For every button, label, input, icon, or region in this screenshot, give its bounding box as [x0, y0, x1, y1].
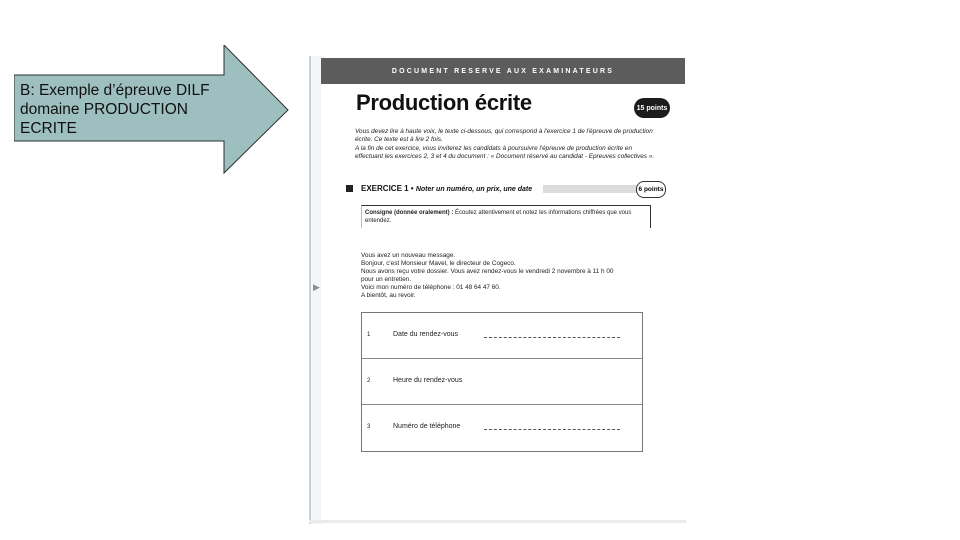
instruction-paragraph: A la fin de cet exercice, vous inviterez les candidats à poursuivre l'épreuve de production écrite en effectuant les exercices 2, 3 et 4 du document : « Document réservé au candidat - Epreuves collectives ».	[355, 145, 655, 160]
message-line: pour un entretien.	[361, 276, 412, 283]
page-title: Production écrite	[356, 90, 532, 115]
row-label: Date du rendez-vous	[393, 331, 458, 338]
answer-table	[361, 312, 643, 452]
instruction-paragraph: Vous devez lire à haute voix, le texte ci-dessous, qui correspond à l'exercice 1 de l'épreuve de production écrite. Ce texte est à lire 2 fois.	[355, 128, 653, 143]
examiner-banner: DOCUMENT RESERVE AUX EXAMINATEURS	[321, 58, 685, 84]
phone-message	[361, 252, 661, 300]
document-page	[321, 58, 685, 520]
consigne-box	[361, 205, 651, 228]
message-line: A bientôt, au revoir.	[361, 292, 416, 299]
expand-caret-icon[interactable]: ▶	[313, 282, 320, 292]
message-line: Vous avez un nouveau message.	[361, 252, 456, 259]
consigne-text: Écoutez attentivement et notez les informations chiffrées que vous entendez.	[365, 210, 632, 224]
row-number: 2	[367, 378, 371, 384]
exercise-heading	[361, 184, 532, 193]
square-bullet-icon	[346, 185, 353, 192]
row-label: Numéro de téléphone	[393, 423, 461, 430]
message-line: Voici mon numéro de téléphone : 01 48 64 47 60.	[361, 284, 501, 291]
message-line: Bonjour, c'est Monsieur Mavel, le directeur de Cogeco.	[361, 260, 516, 267]
points-badge: 15 points	[634, 98, 670, 118]
exercise-points-badge: 6 points	[636, 181, 666, 198]
row-number: 1	[367, 332, 371, 338]
viewer-bottom-bar	[309, 520, 686, 523]
table-row	[362, 359, 642, 405]
callout-arrow	[14, 45, 290, 175]
answer-line[interactable]	[484, 337, 620, 338]
row-label: Heure du rendez-vous	[393, 377, 463, 384]
table-row	[362, 405, 642, 451]
exercise-subtitle: Noter un numéro, un prix, une date	[415, 186, 533, 193]
exercise-title: EXERCICE 1 •	[361, 184, 414, 193]
table-row	[362, 313, 642, 359]
answer-line[interactable]	[484, 429, 620, 430]
consigne-label: Consigne (donnée oralement) :	[365, 210, 454, 216]
row-number: 3	[367, 424, 371, 430]
message-line: Nous avons reçu votre dossier. Vous avez rendez-vous le vendredi 2 novembre à 11 h 00	[361, 268, 614, 275]
callout-text: B: Exemple d’épreuve DILF domaine PRODUCTION ECRITE	[20, 82, 210, 137]
